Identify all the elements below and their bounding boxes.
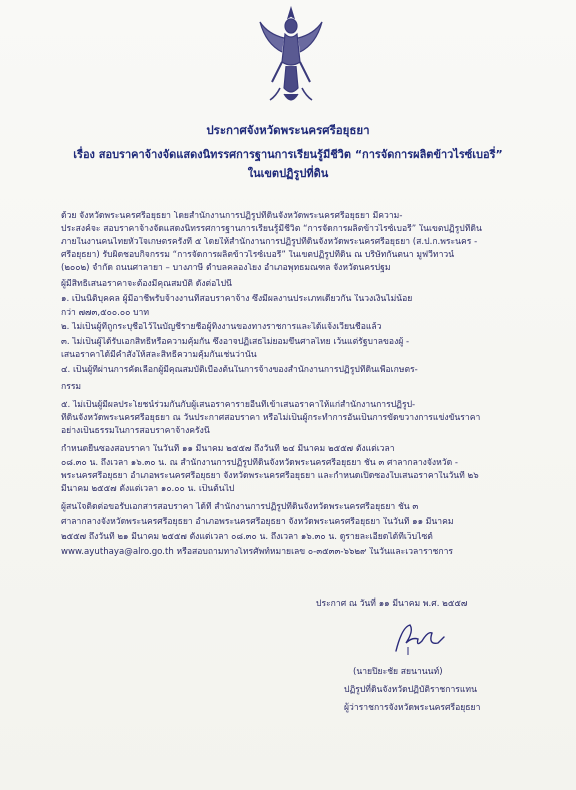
body-line: ๕. ไม่เป็นผู้มีผลประโยชน์ร่วมกันกับผู้เสนอราคารายอื่นที่เข้าเสนอราคาให้แก่สำนักงานการปฏิรูป- [61,400,416,410]
body-line: ประสงค์จะ สอบราคาจ้างจัดแสดงนิทรรศการฐานการเรียนรู้มีชีวิต “การจัดการผลิตข้าวไรซ์เบอรี่” ในเขตปฏิรูปที่ดิน [61,224,482,234]
body-line: ศาลากลางจังหวัดพระนครศรีอยุธยา อำเภอพระนครศรีอยุธยา จังหวัดพระนครศรีอยุธยา ในวันที่ ๑๑ มีนาคม [61,517,454,527]
body-line: ที่ดินจังหวัดพระนครศรีอยุธยา ณ วันประกาศสอบราคา หรือไม่เป็นผู้กระทำการอันเป็นการขัดขวางการแข่งขันราคา [61,413,481,423]
body-line: กำหนดยื่นซองสอบราคา ในวันที่ ๑๑ มีนาคม ๒๕๕๗ ถึงวันที่ ๒๔ มีนาคม ๒๕๕๗ ตั้งแต่เวลา [61,444,395,454]
body-line: ผู้สนใจติดต่อขอรับเอกสารสอบราคา ได้ที่ สำนักงานการปฏิรูปที่ดินจังหวัดพระนครศรีอยุธยา ชั้น ๓ [61,502,419,512]
body-line: ๒๕๕๗ ถึงวันที่ ๒๑ มีนาคม ๒๕๕๗ ตั้งแต่เวลา ๐๘.๓๐ น. ถึงเวลา ๑๖.๓๐ น. ดูรายละเอียดได้ที่เว็บไซต์ [61,532,433,542]
body-line: ผู้มีสิทธิเสนอราคาจะต้องมีคุณสมบัติ ดังต่อไปนี้ [61,279,232,289]
announcement-subject-cont: ในเขตปฏิรูปที่ดิน [247,167,329,180]
announcement-date: ประกาศ ณ วันที่ ๑๑ มีนาคม พ.ศ. ๒๕๕๗ [316,599,468,609]
handwritten-signature [388,617,448,659]
body-line: กรรม [61,382,82,392]
body-line: (๒๐๐๒) จำกัด ถนนศาลายา – บางภาษี ตำบลคลองโยง อำเภอพุทธมณฑล จังหวัดนครปฐม [61,263,391,273]
body-line: พระนครศรีอยุธยา อำเภอพระนครศรีอยุธยา จังหวัดพระนครศรีอยุธยา และกำหนดเปิดซองใบเสนอราคาในวันที่ ๒๖ [61,471,479,481]
signer-position: ปฏิรูปที่ดินจังหวัดปฏิบัติราชการแทน [344,685,477,695]
body-line: เสนอราคาได้มีคำสั่งให้สละสิทธิ์ความคุ้มกันเช่นว่านั้น [61,350,257,360]
signer-name: (นายปิยะชัย สยนานนท์) [353,667,443,677]
garuda-emblem-icon [258,4,324,108]
body-line: ๐๘.๓๐ น. ถึงเวลา ๑๖.๓๐ น. ณ สำนักงานการปฏิรูปที่ดินจังหวัดพระนครศรีอยุธยา ชั้น ๓ ศาลากลางจังหวัด - [61,458,459,468]
body-line: ภายในงานคนไทยหัวใจเกษตรครั้งที่ ๕ โดยให้สำนักงานการปฏิรูปที่ดินจังหวัดพระนครศรีอยุธยา (ส.ป.ก.พระนคร - [61,237,478,247]
announcement-org: ประกาศจังหวัดพระนครศรีอยุธยา [206,123,370,137]
body-line: ๓. ไม่เป็นผู้ได้รับเอกสิทธิ์หรือความคุ้มกัน ซึ่งอาจปฏิเสธไม่ยอมขึ้นศาลไทย เว้นแต่รัฐบาลของผู้ - [61,337,410,347]
body-line: ๑. เป็นนิติบุคคล ผู้มีอาชีพรับจ้างงานที่สอบราคาจ้าง ซึ่งมีผลงานประเภทเดียวกัน ในวงเงินไม่น้อย [61,294,413,304]
body-line: www.ayuthaya@alro.go.th หรือสอบถามทางโทรศัพท์หมายเลข ๐-๓๕๓๓-๖๖๒๙ ในวันและเวลาราชการ [61,547,454,557]
body-line: อย่างเป็นธรรมในการสอบราคาจ้างครั้งนี้ [61,426,210,436]
body-line: ๔. เป็นผู้ที่ผ่านการคัดเลือกผู้มีคุณสมบัติเบื้องต้นในการจ้างของสำนักงานการปฏิรูปที่ดินเพื่อเกษตร- [61,365,418,375]
signer-position-cont: ผู้ว่าราชการจังหวัดพระนครศรีอยุธยา [344,703,481,713]
body-line: มีนาคม ๒๕๕๗ ตั้งแต่เวลา ๑๐.๐๐ น. เป็นต้นไป [61,484,235,494]
announcement-subject: เรื่อง สอบราคาจ้างจัดแสดงนิทรรศการฐานการเรียนรู้มีชีวิต “การจัดการผลิตข้าวไรซ์เบอรี่” [73,148,503,161]
body-line: ๒. ไม่เป็นผู้ที่ถูกระบุชื่อไว้ในบัญชีรายชื่อผู้ทิ้งงานของทางราชการและได้แจ้งเวียนชื่อแล้ว [61,322,382,332]
body-line: ศรีอยุธยา) รับผิดชอบกิจกรรม “การจัดการผลิตข้าวไรซ์เบอรี่” ในเขตปฏิรูปที่ดิน ณ บริษัทกันตนา มูฟวี่ทาวน์ [61,250,455,260]
body-line: กว่า ๗๗๓,๕๐๐.๐๐ บาท [61,308,150,318]
body-line: ด้วย จังหวัดพระนครศรีอยุธยา โดยสำนักงานการปฏิรูปที่ดินจังหวัดพระนครศรีอยุธยา มีความ- [61,211,403,221]
